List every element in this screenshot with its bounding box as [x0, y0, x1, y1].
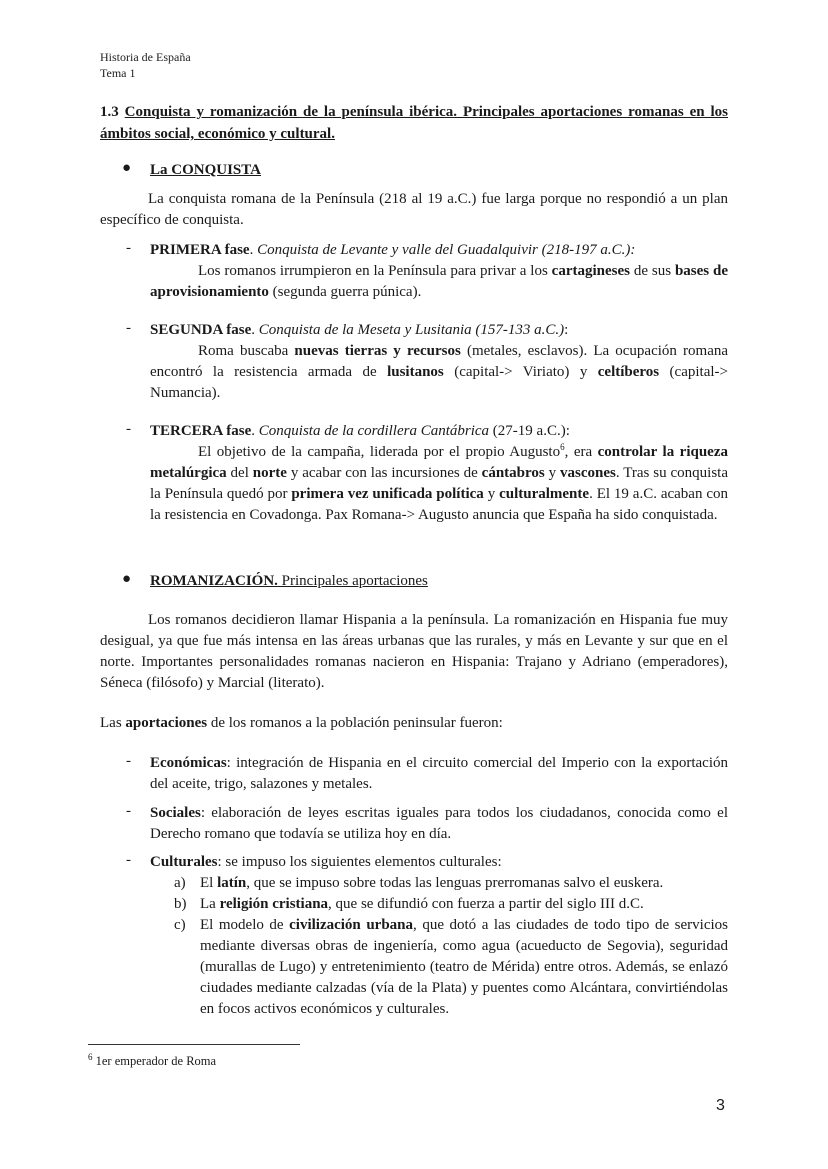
- dash-marker: -: [126, 320, 131, 336]
- footnote-number: 6: [88, 1051, 93, 1062]
- conquista-heading: [150, 160, 261, 180]
- footnote-ref[interactable]: 6: [560, 442, 565, 452]
- page-number: 3: [716, 1097, 725, 1114]
- phase-3-heading: TERCERA fase. Conquista de la cordillera Cantábrica (27-19 a.C.):: [150, 423, 570, 439]
- section-title: [100, 101, 728, 145]
- bullet-icon: ●: [122, 160, 132, 176]
- phase-1-body: Los romanos irrumpieron en la Península para privar a los cartagineses de sus bases de aprovisionamiento (segunda guerra púnica).: [150, 263, 728, 300]
- culturales-item-c: c) El modelo de civilización urbana, que dotó a las ciudades de todo tipo de servicios mediante diversas obras de ingeniería, como agua (acueducto de Segovia), seguridad (murallas de Lugo) y entretenimiento (teatro de Mérida) entre otros. Además, se enlazó ciudades mediante calzadas (vía de la Plata) y puentes como Alcántara, convirtiéndolas en focos activos económicos y culturales.: [174, 917, 728, 1017]
- phase-2: [150, 320, 728, 404]
- dash-marker: -: [126, 240, 131, 256]
- dash-marker: -: [126, 421, 131, 437]
- aportacion-sociales: Sociales: elaboración de leyes escritas iguales para todos los ciudadanos, conocida como el Derecho romano que todavía se utiliza hoy en día.: [150, 805, 728, 842]
- romanizacion-heading: ROMANIZACIÓN. Principales aportaciones: [150, 573, 428, 589]
- section-title-text: Conquista y romanización de la península ibérica. Principales aportaciones romanas en los ámbitos social, económico y cultural.: [100, 104, 728, 142]
- conquista-intro: La conquista romana de la Península (218 al 19 a.C.) fue larga porque no respondió a un plan específico de conquista.: [100, 191, 728, 228]
- conquista-heading-text: La CONQUISTA: [150, 162, 261, 178]
- running-header-topic: Tema 1: [100, 66, 136, 80]
- aportacion-economicas: Económicas: integración de Hispania en el circuito comercial del Imperio con la exportación del aceite, trigo, salazones y metales.: [150, 755, 728, 792]
- dash-marker: -: [126, 803, 131, 819]
- aportaciones-intro: Las aportaciones de los romanos a la población peninsular fueron:: [100, 715, 503, 731]
- phase-1-heading: PRIMERA fase. Conquista de Levante y valle del Guadalquivir (218-197 a.C.):: [150, 242, 636, 258]
- aportacion-culturales: Culturales: se impuso los siguientes elementos culturales:: [150, 854, 502, 870]
- running-header-subject: Historia de España: [100, 50, 191, 64]
- phase-3-body: El objetivo de la campaña, liderada por el propio Augusto$^6$, era controlar la riqueza metalúrgica del norte y acabar con las incursiones de cántabros y vascones. Tras su conquista la Península quedó por primera vez unificada política y culturalmente. El 19 a.C. acaban con la resistencia en Covadonga. Pax Romana-> Augusto anuncia que España ha sido conquistada.: [150, 442, 729, 523]
- bullet-icon: ●: [122, 571, 132, 587]
- dash-marker: -: [126, 852, 131, 868]
- footnote: [88, 1051, 217, 1069]
- culturales-item-b: b) La religión cristiana, que se difundió con fuerza a partir del siglo III d.C.: [174, 896, 644, 912]
- phase-1: [150, 240, 728, 303]
- footnote-separator: [88, 1044, 300, 1045]
- section-number: 1.3: [100, 104, 119, 120]
- footnote-text: 1er emperador de Roma: [92, 1054, 217, 1068]
- phase-2-heading: SEGUNDA fase. Conquista de la Meseta y Lusitania (157-133 a.C.):: [150, 322, 569, 338]
- dash-marker: -: [126, 753, 131, 769]
- romanizacion-intro: Los romanos decidieron llamar Hispania a la península. La romanización en Hispania fue muy desigual, ya que fue más intensa en las áreas urbanas que las rurales, y más en Levante y sur que en el norte. Importantes personalidades romanas nacieron en Hispania: Trajano y Adriano (emperadores), Séneca (filósofo) y Marcial (literato).: [100, 612, 728, 691]
- phase-3: [150, 421, 728, 526]
- culturales-list: [174, 873, 728, 1020]
- culturales-item-a: a) El latín, que se impuso sobre todas las lenguas prerromanas salvo el euskera.: [174, 875, 664, 891]
- phase-2-body: Roma buscaba nuevas tierras y recursos (metales, esclavos). La ocupación romana encontró la resistencia armada de lusitanos (capital-> Viriato) y celtíberos (capital-> Numancia).: [150, 343, 729, 401]
